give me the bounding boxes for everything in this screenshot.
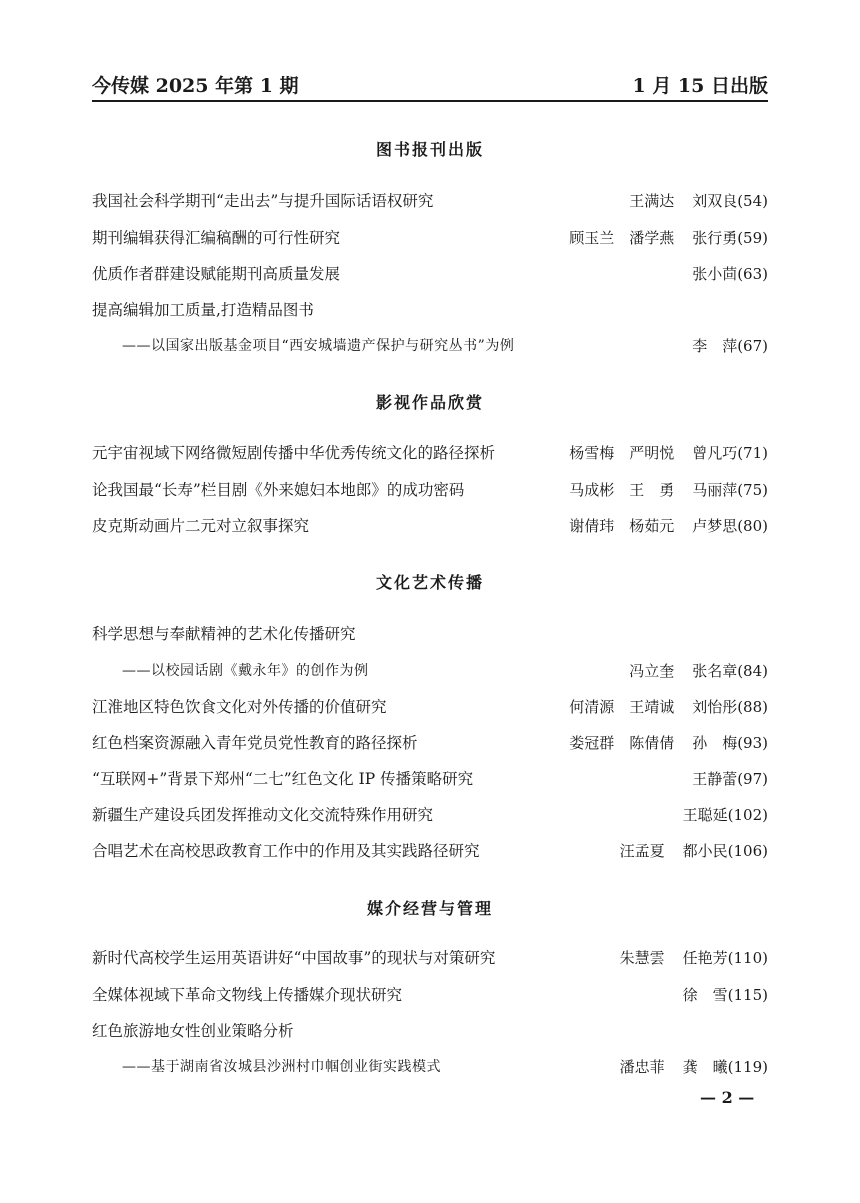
authors: 谢倩玮 杨茹元 卢梦思(80) — [569, 516, 768, 535]
toc-entry[interactable] — [92, 261, 768, 285]
authors: 冯立奎 张名章(84) — [629, 661, 768, 680]
publish-date: 1 月 15 日出版 — [632, 75, 768, 97]
toc-entry[interactable] — [92, 621, 768, 645]
authors: 娄冠群 陈倩倩 孙 梅(93) — [569, 733, 768, 752]
article-title: 元宇宙视域下网络微短剧传播中华优秀传统文化的路径探析 — [92, 444, 496, 462]
authors: 汪孟夏 都小民(106) — [619, 841, 768, 860]
section-title: 媒介经营与管理 — [366, 899, 493, 918]
toc-entry[interactable] — [92, 802, 768, 826]
authors: 朱慧雲 任艳芳(110) — [619, 948, 768, 967]
authors: 马成彬 王 勇 马丽萍(75) — [569, 480, 768, 499]
section-title: 影视作品欣赏 — [375, 393, 484, 412]
section-title: 文化艺术传播 — [375, 573, 484, 592]
section-title: 图书报刊出版 — [375, 140, 484, 159]
authors — [732, 1021, 768, 1039]
authors: 李 萍(67) — [692, 336, 768, 355]
article-title: 新时代高校学生运用英语讲好“中国故事”的现状与对策研究 — [92, 949, 496, 967]
authors: 杨雪梅 严明悦 曾凡巧(71) — [569, 443, 768, 462]
toc-entry[interactable] — [92, 297, 768, 321]
header-rule — [92, 100, 768, 102]
article-title: 论我国最“长寿”栏目剧《外来媳妇本地郎》的成功密码 — [92, 481, 465, 499]
article-subtitle: ——以国家出版基金项目“西安城墙遗产保护与研究丛书”为例 — [122, 338, 515, 354]
article-title: 我国社会科学期刊“走出去”与提升国际话语权研究 — [92, 192, 434, 210]
journal-issue: 今传媒 2025 年第 1 期 — [92, 75, 299, 97]
authors — [732, 300, 768, 318]
article-title: “互联网+”背景下郑州“二七”红色文化 IP 传播策略研究 — [92, 770, 474, 788]
toc-entry[interactable] — [92, 730, 768, 754]
article-subtitle: ——以校园话剧《戴永年》的创作为例 — [122, 663, 369, 679]
article-title: 全媒体视域下革命文物线上传播媒介现状研究 — [92, 986, 403, 1004]
toc-entry[interactable] — [92, 188, 768, 212]
authors: 王满达 刘双良(54) — [629, 191, 768, 210]
toc-entry[interactable] — [92, 766, 768, 790]
article-subtitle: ——基于湖南省汝城县沙洲村巾帼创业街实践模式 — [122, 1059, 441, 1075]
article-title: 新疆生产建设兵团发挥推动文化交流特殊作用研究 — [92, 806, 434, 824]
article-title: 合唱艺术在高校思政教育工作中的作用及其实践路径研究 — [92, 842, 480, 860]
article-title: 提高编辑加工质量,打造精品图书 — [92, 301, 314, 319]
article-title: 皮克斯动画片二元对立叙事探究 — [92, 517, 310, 535]
toc-entry[interactable] — [92, 225, 768, 249]
running-header — [92, 70, 768, 98]
toc-entry-subtitle[interactable] — [92, 1054, 768, 1078]
article-title: 红色档案资源融入青年党员党性教育的路径探析 — [92, 734, 418, 752]
toc-entry[interactable] — [92, 838, 768, 862]
authors: 徐 雪(115) — [682, 985, 768, 1004]
toc-entry[interactable] — [92, 1018, 768, 1042]
toc-entry[interactable] — [92, 982, 768, 1006]
article-title: 优质作者群建设赋能期刊高质量发展 — [92, 265, 341, 283]
article-title: 期刊编辑获得汇编稿酬的可行性研究 — [92, 229, 341, 247]
authors: 潘忠菲 龚 曦(119) — [619, 1057, 768, 1076]
authors: 顾玉兰 潘学燕 张行勇(59) — [569, 228, 768, 247]
toc-entry[interactable] — [92, 694, 768, 718]
toc-entry-subtitle[interactable] — [92, 658, 768, 682]
authors: 王静蕾(97) — [692, 769, 768, 788]
toc-entry-subtitle[interactable] — [92, 333, 768, 357]
authors: 张小茴(63) — [692, 264, 768, 283]
article-title: 科学思想与奉献精神的艺术化传播研究 — [92, 625, 356, 643]
article-title: 红色旅游地女性创业策略分析 — [92, 1022, 294, 1040]
toc-entry[interactable] — [92, 513, 768, 537]
authors: 何清源 王靖诚 刘怡彤(88) — [569, 697, 768, 716]
toc-entry[interactable] — [92, 477, 768, 501]
authors: 王聪延(102) — [682, 805, 768, 824]
article-title: 江淮地区特色饮食文化对外传播的价值研究 — [92, 698, 387, 716]
toc-entry[interactable] — [92, 945, 768, 969]
toc-entry[interactable] — [92, 440, 768, 464]
authors — [732, 624, 768, 642]
page-number: — 2 — — [700, 1088, 755, 1107]
